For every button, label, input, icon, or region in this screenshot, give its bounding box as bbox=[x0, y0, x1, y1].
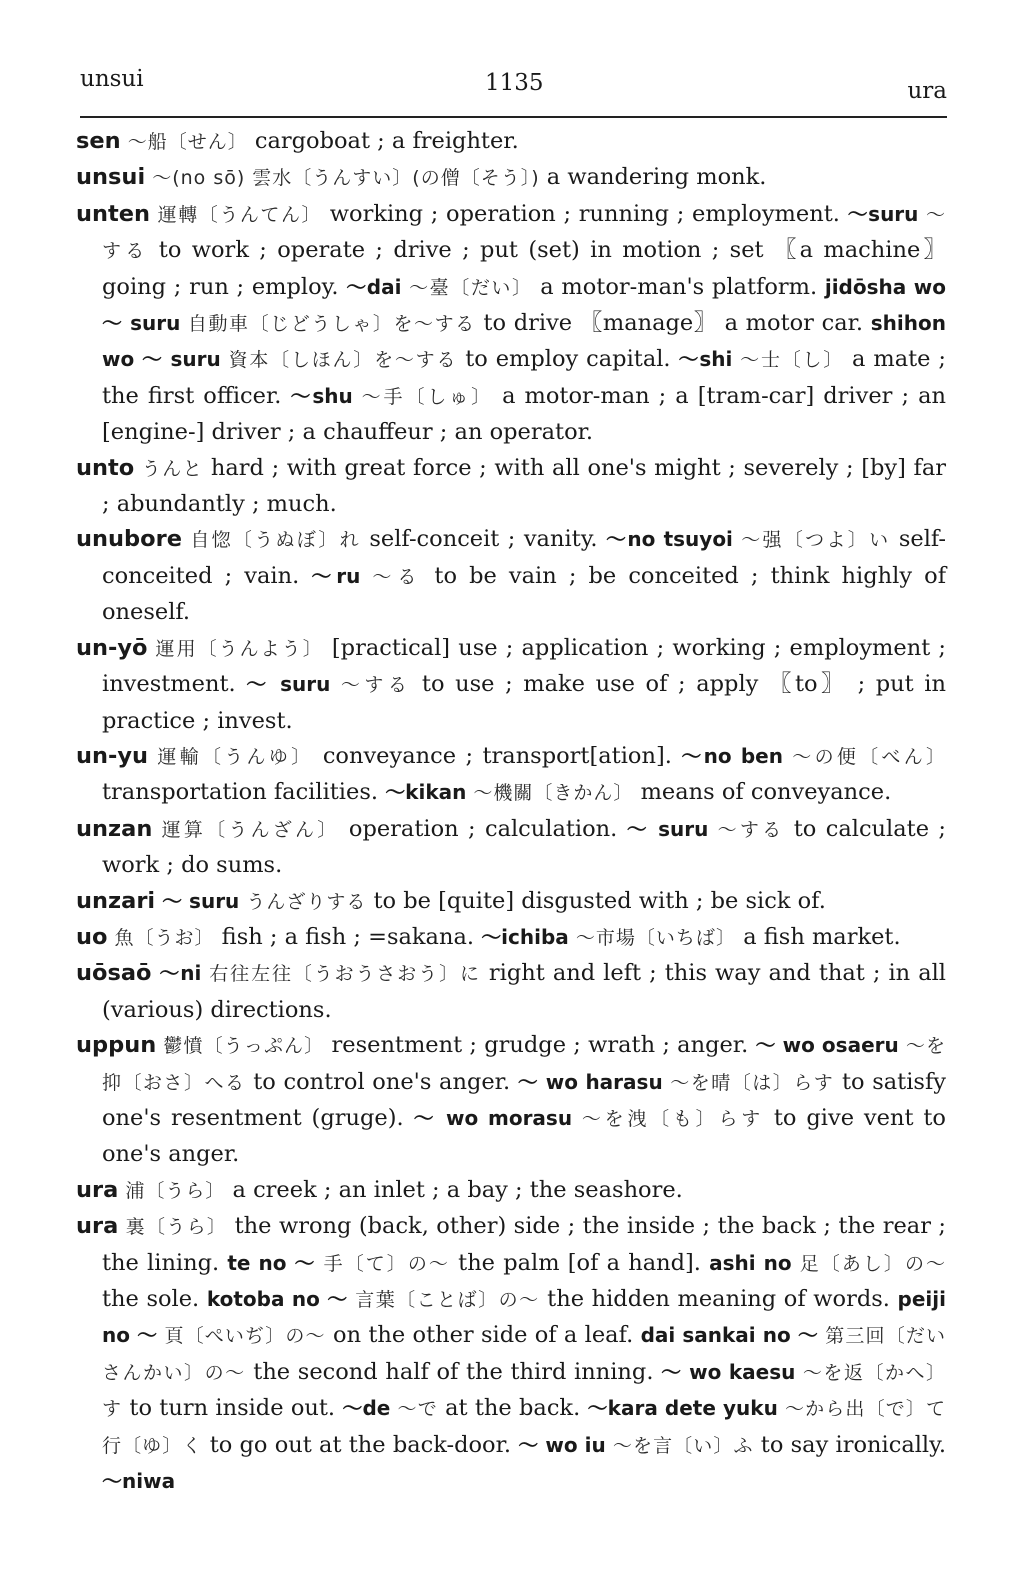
japanese-form: 運算〔うんざん〕 bbox=[152, 818, 340, 841]
definition-text: to be vain ; be conceited ; think highly of oneself. bbox=[102, 562, 947, 626]
entry-headword: uo bbox=[76, 923, 108, 950]
sub-headword: ～ichiba bbox=[481, 924, 569, 949]
japanese-form: ～で bbox=[390, 1398, 438, 1421]
definition-text: hard ; with great force ; with all one's might ; severely ; [by] far ; abundantly ; much. bbox=[102, 454, 947, 518]
definition-text: to satisfy one's resentment (gruge). bbox=[102, 1068, 946, 1131]
japanese-form: ～船〔せん〕 bbox=[120, 131, 248, 153]
definition-text: resentment ; grudge ; wrath ; anger. bbox=[324, 1032, 756, 1059]
japanese-form: ～を返〔かへ〕す bbox=[102, 1361, 946, 1421]
japanese-form: うんざりする bbox=[239, 890, 367, 913]
definition-text: a fish market. bbox=[736, 923, 901, 950]
sub-headword: jidōsha wo ～ suru bbox=[102, 274, 947, 336]
sub-headword: ～no ben bbox=[681, 743, 783, 768]
sub-headword: ～ suru bbox=[626, 816, 709, 841]
definition-text: at the back. bbox=[437, 1395, 588, 1422]
sub-headword: peiji no ～ bbox=[102, 1287, 946, 1348]
definition-text: self-conceited ; vain. bbox=[102, 526, 947, 589]
sub-headword: ～ suru bbox=[155, 888, 240, 913]
japanese-form: ～手〔しゅ〕 bbox=[352, 385, 494, 408]
definition-text: the sole. bbox=[102, 1286, 207, 1312]
entry-headword: unto bbox=[76, 454, 135, 481]
definition-text: to go out at the back-door. bbox=[202, 1431, 519, 1458]
dictionary-entry bbox=[76, 812, 946, 884]
japanese-form: ～する bbox=[102, 203, 946, 263]
dictionary-entry bbox=[76, 920, 946, 956]
japanese-form: ～の便〔べん〕 bbox=[782, 745, 947, 768]
definition-text: a motor-man ; a [tram-car] driver ; an [engine-] driver ; a chauffeur ; an operator. bbox=[102, 382, 946, 446]
sub-headword: ～de bbox=[342, 1396, 391, 1421]
definition-text: means of conveyance. bbox=[633, 779, 892, 806]
definition-text: on the other side of a leaf. bbox=[325, 1322, 641, 1349]
japanese-form: 言葉〔ことば〕の～ bbox=[347, 1289, 540, 1311]
entry-headword: unsui bbox=[76, 164, 146, 191]
japanese-form: 第三回〔だいさんかい〕の～ bbox=[102, 1325, 947, 1384]
entry-headword: uppun bbox=[76, 1032, 157, 1059]
dictionary-entry bbox=[76, 739, 946, 812]
definition-text: a mate ; the first officer. bbox=[102, 346, 947, 409]
page-number: 1135 bbox=[485, 70, 544, 96]
definition-text: to calculate ; work ; do sums. bbox=[102, 815, 946, 879]
definition-text: to use ; make use of ; apply 〖to〗 ; put in practice ; invest. bbox=[102, 671, 946, 734]
japanese-form: 魚〔うお〕 bbox=[107, 926, 215, 949]
dictionary-entry bbox=[76, 1173, 946, 1209]
definition-text: operation ; calculation. bbox=[339, 815, 627, 842]
japanese-form: 自惚〔うぬぼ〕れ bbox=[181, 529, 361, 552]
japanese-form: 裏〔うら〕 bbox=[118, 1216, 228, 1239]
entry-headword: uōsaō bbox=[76, 960, 152, 987]
japanese-form: 運輸〔うんゆ〕 bbox=[148, 745, 314, 768]
entry-headword: unzan bbox=[76, 815, 153, 842]
definition-text: the palm [of a hand]. bbox=[449, 1249, 710, 1276]
definition-text: working ; operation ; running ; employment. bbox=[322, 200, 848, 227]
japanese-form: 自動車〔じどうしゃ〕を～する bbox=[180, 313, 476, 336]
japanese-form: うんと bbox=[134, 457, 204, 480]
entry-headword: ura bbox=[76, 1213, 119, 1240]
entry-headword: un-yu bbox=[76, 742, 149, 769]
sub-headword: ～kikan bbox=[385, 780, 467, 805]
sub-headword: kotoba no ～ bbox=[206, 1287, 348, 1311]
dictionary-entry bbox=[76, 160, 946, 196]
definition-text: the hidden meaning of words. bbox=[539, 1286, 898, 1312]
dictionary-entry bbox=[76, 522, 946, 630]
definition-text: the second half of the third inning. bbox=[245, 1358, 662, 1385]
entry-headword: unzari bbox=[76, 887, 156, 914]
sub-headword: shihon wo ～ suru bbox=[102, 311, 946, 372]
sub-headword: ～ wo iu bbox=[518, 1432, 606, 1457]
sub-headword: ～ suru bbox=[246, 672, 331, 697]
definition-text: to drive 〖manage〗 a motor car. bbox=[475, 310, 871, 337]
sub-headword: ～ wo osaeru bbox=[755, 1033, 899, 1058]
dictionary-entry bbox=[76, 956, 946, 1028]
dictionary-entry bbox=[76, 1209, 946, 1499]
japanese-form: ～を言〔い〕ふ bbox=[605, 1434, 754, 1457]
dictionary-entry bbox=[76, 631, 946, 739]
japanese-form: 頁〔ぺいぢ〕の～ bbox=[157, 1325, 326, 1348]
japanese-form: 浦〔うら〕 bbox=[118, 1179, 226, 1202]
japanese-form: 足〔あし〕の～ bbox=[791, 1252, 947, 1275]
japanese-form: ～機關〔きかん〕 bbox=[466, 782, 634, 805]
definition-text: [practical] use ; application ; working ; employment ; investment. bbox=[102, 634, 946, 698]
japanese-form: 資本〔しほん〕を～する bbox=[220, 349, 458, 372]
sub-headword: ～ni bbox=[151, 961, 202, 986]
definition-text: to give vent to one's anger. bbox=[102, 1104, 946, 1168]
dictionary-entries bbox=[76, 124, 946, 1499]
sub-headword: ～no tsuyoi bbox=[606, 527, 733, 552]
japanese-form: ～を抑〔おさ〕へる bbox=[102, 1035, 946, 1094]
sub-headword: ～kara dete yuku bbox=[587, 1396, 778, 1421]
running-head bbox=[80, 58, 947, 104]
sub-headword: ashi no bbox=[709, 1250, 792, 1275]
header-rule bbox=[80, 116, 947, 118]
dictionary-entry bbox=[76, 197, 946, 451]
definition-text: conveyance ; transport[ation]. bbox=[313, 742, 682, 769]
japanese-form: ～士〔し〕 bbox=[732, 349, 845, 372]
japanese-form: 運用〔うんよう〕 bbox=[147, 637, 324, 660]
japanese-form: ～る bbox=[360, 565, 423, 588]
japanese-form: ～市場〔いちば〕 bbox=[568, 926, 737, 949]
entry-headword: unten bbox=[76, 200, 151, 227]
japanese-form: ～强〔つよ〕い bbox=[732, 529, 891, 552]
entry-headword: sen bbox=[76, 128, 121, 154]
definition-text: a wandering monk. bbox=[539, 164, 767, 191]
japanese-form: 運轉〔うんてん〕 bbox=[150, 203, 323, 226]
definition-text: to turn inside out. bbox=[122, 1395, 343, 1422]
definition-text: cargoboat ; a freighter. bbox=[247, 128, 519, 154]
sub-headword: ～ wo morasu bbox=[413, 1105, 573, 1130]
header-left-guide-word: unsui bbox=[80, 66, 144, 92]
definition-text: fish ; a fish ; =sakana. bbox=[214, 923, 482, 950]
japanese-form: ～する bbox=[708, 818, 785, 841]
japanese-form: 右往左往〔うおうさおう〕に bbox=[201, 963, 481, 986]
definition-text: self-conceit ; vanity. bbox=[360, 526, 607, 553]
japanese-form: ～を洩〔も〕らす bbox=[572, 1107, 764, 1130]
japanese-form: ～臺〔だい〕 bbox=[401, 276, 533, 299]
japanese-form: ～から出〔で〕て行〔ゆ〕く bbox=[102, 1398, 946, 1457]
sub-headword: ～ wo kaesu bbox=[661, 1359, 796, 1384]
definition-text: a creek ; an inlet ; a bay ; the seashore. bbox=[225, 1176, 683, 1203]
japanese-form: ～を晴〔は〕らす bbox=[662, 1071, 835, 1094]
definition-text: the wrong (back, other) side ; the inside ; the back ; the rear ; the lining. bbox=[102, 1213, 947, 1276]
dictionary-entry bbox=[76, 1028, 946, 1173]
definition-text: a motor-man's platform. bbox=[532, 273, 825, 300]
japanese-form: 鬱憤〔うっぷん〕 bbox=[156, 1035, 325, 1058]
sub-headword: ～shi bbox=[678, 347, 733, 372]
definition-text: to employ capital. bbox=[457, 346, 679, 373]
entry-headword: unubore bbox=[76, 526, 182, 553]
sub-headword: te no ～ bbox=[227, 1250, 316, 1275]
sub-headword: ～ru bbox=[311, 563, 361, 588]
sub-headword: dai sankai no ～ bbox=[640, 1323, 819, 1348]
dictionary-entry bbox=[76, 124, 946, 160]
entry-headword: un-yō bbox=[76, 634, 148, 661]
japanese-form: ～する bbox=[330, 674, 412, 697]
sub-headword: ～ wo harasu bbox=[517, 1069, 663, 1094]
sub-headword: ～suru bbox=[847, 201, 919, 226]
dictionary-entry bbox=[76, 884, 946, 920]
sub-headword: ～shu bbox=[290, 383, 353, 408]
sub-headword: ～dai bbox=[346, 274, 402, 299]
definition-text: to say ironically. bbox=[753, 1431, 946, 1458]
definition-text: transportation facilities. bbox=[102, 779, 386, 806]
definition-text: to control one's anger. bbox=[245, 1068, 518, 1095]
japanese-form: 手〔て〕の～ bbox=[315, 1252, 450, 1275]
header-right-guide-word: ura bbox=[907, 78, 947, 104]
definition-text: to work ; operate ; drive ; put (set) in motion ; set 〖a machine〗 going ; run ; employ. bbox=[102, 237, 946, 300]
japanese-form: ～(no sō) 雲水〔うんすい〕(の僧〔そう〕) bbox=[145, 167, 540, 190]
definition-text: right and left ; this way and that ; in all (various) directions. bbox=[102, 960, 946, 1023]
sub-headword: ～niwa bbox=[102, 1469, 176, 1494]
entry-headword: ura bbox=[76, 1176, 119, 1203]
dictionary-entry bbox=[76, 451, 946, 523]
definition-text: to be [quite] disgusted with ; be sick of. bbox=[366, 887, 826, 914]
